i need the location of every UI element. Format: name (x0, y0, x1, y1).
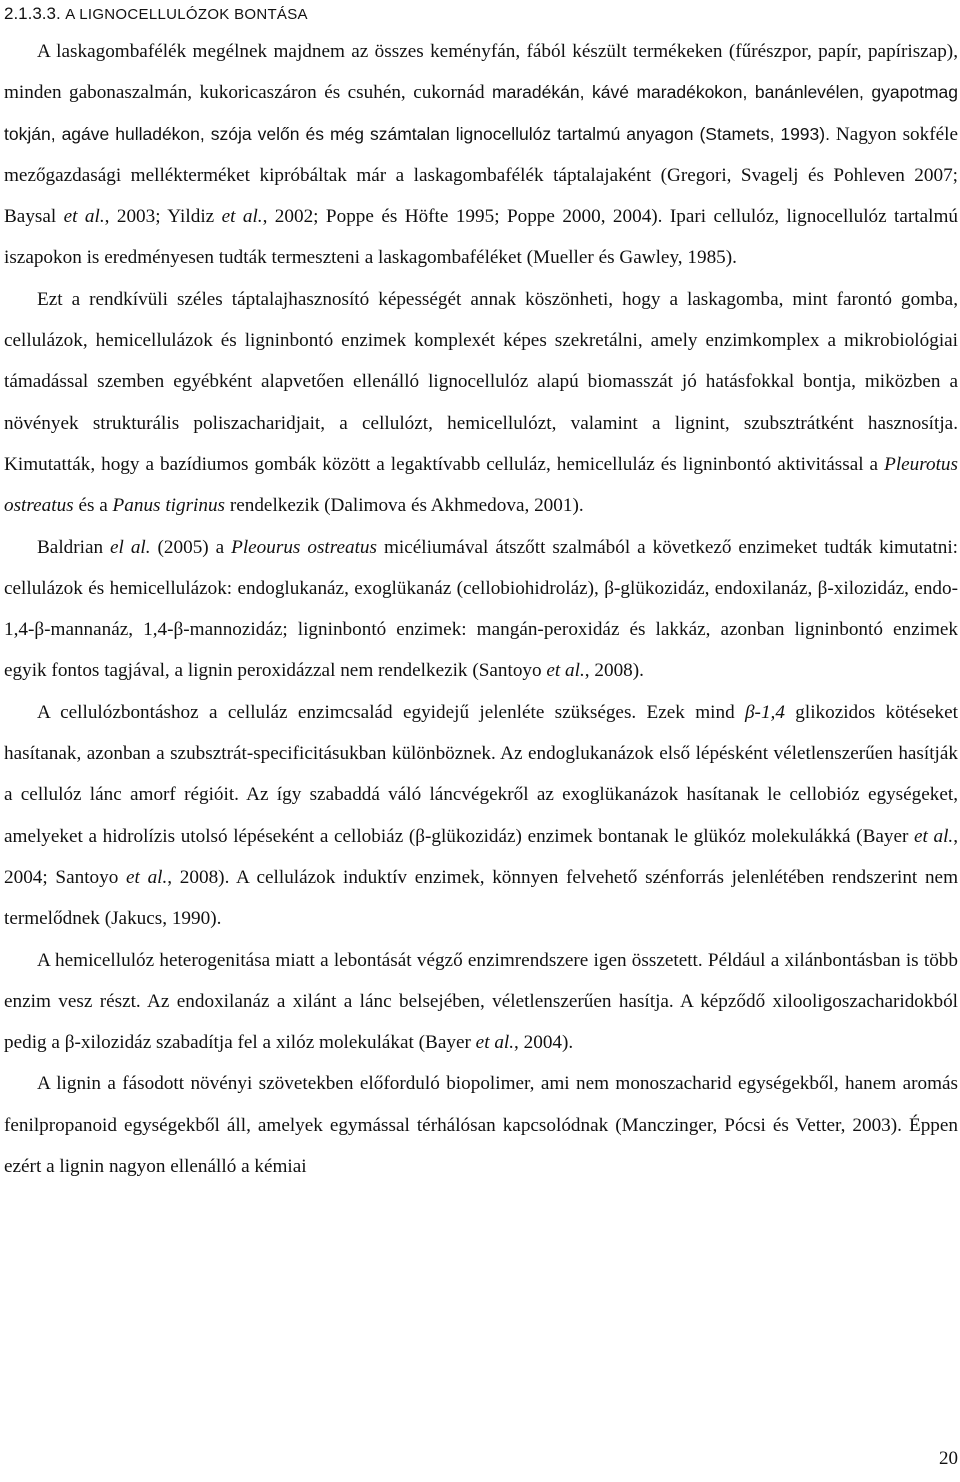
paragraph-3 (4, 527, 958, 692)
section-number: 2.1.3.3. (4, 4, 61, 23)
text-segment: A cellulózbontáshoz a celluláz enzimcsalád egyidejű jelenléte szükséges. Ezek mind (37, 701, 745, 723)
text-segment: Nagyon sokféle mezőgazdasági mellékterméket kipróbáltak már a laskagombafélék táptalajaként (Gregori, Svagelj és Pohleven 2007; Baysal (4, 123, 958, 228)
italic-segment: el al. (110, 536, 151, 558)
text-segment: A hemicellulóz heterogenitása miatt a lebontását végző enzimrendszere igen összetett. Például a xilánbontásban is több enzim vesz részt. Az endoxilanáz a xilánt a lánc belsejében, véletlenszerűen hasítja. A képződő xilooligoszacharidokból pedig a β-xilozidáz szabadítja fel a xilóz molekulákat (Bayer (4, 949, 958, 1054)
text-segment: A laskagombafélék megélnek majdnem az összes keményfán, fából készült termékeken (fűrészpor, papír, papíriszap), minden gabonaszalmán, kukoricaszáron és csuhén, cukornád (4, 41, 958, 104)
text-segment: A lignin a fásodott növényi szövetekben előforduló biopolimer, ami nem monoszacharid egységekből, hanem aromás fenilpropanoid egységekből áll, amelyek egymással térhálósan kapcsolódnak (Manczinger, Pócsi és Vetter, 2003). Éppen ezért a lignin nagyon ellenálló a kémiai (4, 1073, 958, 1178)
italic-segment: Panus tigrinus (112, 495, 226, 517)
text-segment: (2005) a (150, 536, 232, 558)
text-segment: micéliumával átszőtt szalmából a következő enzimeket tudták kimutatni: cellulázok és hemicellulázok: endoglukanáz, exoglükanáz (cellobiohidroláz), β-glükozidáz, endoxilanáz, β-xilozidáz, endo-1,4-β-mannanáz, 1,4-β-mannozidáz; ligninbontó enzimek: mangán-peroxidáz és lakkáz, azonban ligninbontó enzimek egyik fontos tagjával, a lignin peroxidázzal nem rendelkezik (Santoyo (4, 536, 958, 682)
page-number: 20 (939, 1448, 958, 1469)
italic-segment: Pleourus ostreatus (231, 536, 377, 558)
text-segment: glikozidos kötéseket hasítanak, azonban a szubsztrát-specificitásukban különböznek. Az endoglukanázok első lépésként véletlenszerűen hasítják a cellulóz lánc amorf régióit. Az így szabaddá váló láncvégekről az exoglükanázok hasítanak le cellobióz egységeket, amelyeket a hidrolízis utolsó lépéseként a cellobiáz (β-glükozidáz) enzimek bontanak le glükóz molekulákká (Bayer (4, 701, 959, 847)
document-page (4, 0, 958, 1187)
text-segment: , 2003; Yildiz (104, 206, 222, 228)
paragraph-6 (4, 1063, 958, 1187)
italic-segment: et al. (126, 866, 168, 888)
text-segment: , 2008). A cellulázok induktív enzimek, könnyen felvehető szénforrás jelenlétében rendszerint nem termelődnek (Jakucs, 1990). (4, 866, 958, 930)
paragraph-4 (4, 692, 958, 940)
italic-segment: β-1,4 (745, 701, 785, 723)
text-segment: maradékán, kávé maradékokon, banánlevélen, gyapotmag tokján, agáve hulladékon, szója velőn és még számtalan lignocellulóz tartalmú anyagon (Stamets, 1993). (4, 82, 958, 144)
section-heading (4, 2, 958, 27)
italic-segment: et al. (63, 206, 105, 228)
paragraph-1 (4, 31, 958, 279)
paragraph-2 (4, 279, 958, 527)
section-title: A LIGNOCELLULÓZOK BONTÁSA (65, 6, 308, 23)
body-text (4, 31, 958, 1187)
text-segment: , 2002; Poppe és Höfte 1995; Poppe 2000, 2004). Ipari cellulóz, lignocellulóz tartalmú iszapokon is eredményesen tudták termeszteni a laskagombaféléket (Mueller és Gawley, 1985). (4, 206, 958, 269)
italic-segment: Pleurotus ostreatus (4, 453, 958, 517)
italic-segment: et al. (914, 825, 954, 847)
italic-segment: et al. (546, 660, 585, 682)
paragraph-5 (4, 940, 958, 1064)
text-segment: Baldrian (37, 536, 111, 558)
text-segment: , 2008). (584, 660, 644, 682)
italic-segment: et al. (221, 206, 263, 228)
text-segment: , 2004; Santoyo (4, 825, 958, 888)
text-segment: Ezt a rendkívüli széles táptalajhasznosító képességét annak köszönheti, hogy a laskagomba, mint farontó gomba, cellulázok, hemicellulázok és ligninbontó enzimek komplexét képes szekretálni, amely enzimkomplex a mikrobiológiai támadással szemben egyébként alapvetően ellenálló lignocellulóz alapú biomasszát jó hatásfokkal bontja, miközben a növények strukturális poliszacharidjait, a cellulózt, hemicellulózt, valamint a lignint, szubsztrátként hasznosítja. Kimutatták, hogy a bazídiumos gombák között a legaktívabb celluláz, hemicelluláz és ligninbontó aktivitással a (4, 288, 958, 475)
italic-segment: et al. (475, 1032, 515, 1054)
text-segment: , 2004). (514, 1032, 574, 1054)
text-segment: rendelkezik (Dalimova és Akhmedova, 2001). (225, 495, 584, 517)
text-segment: és a (73, 495, 113, 517)
